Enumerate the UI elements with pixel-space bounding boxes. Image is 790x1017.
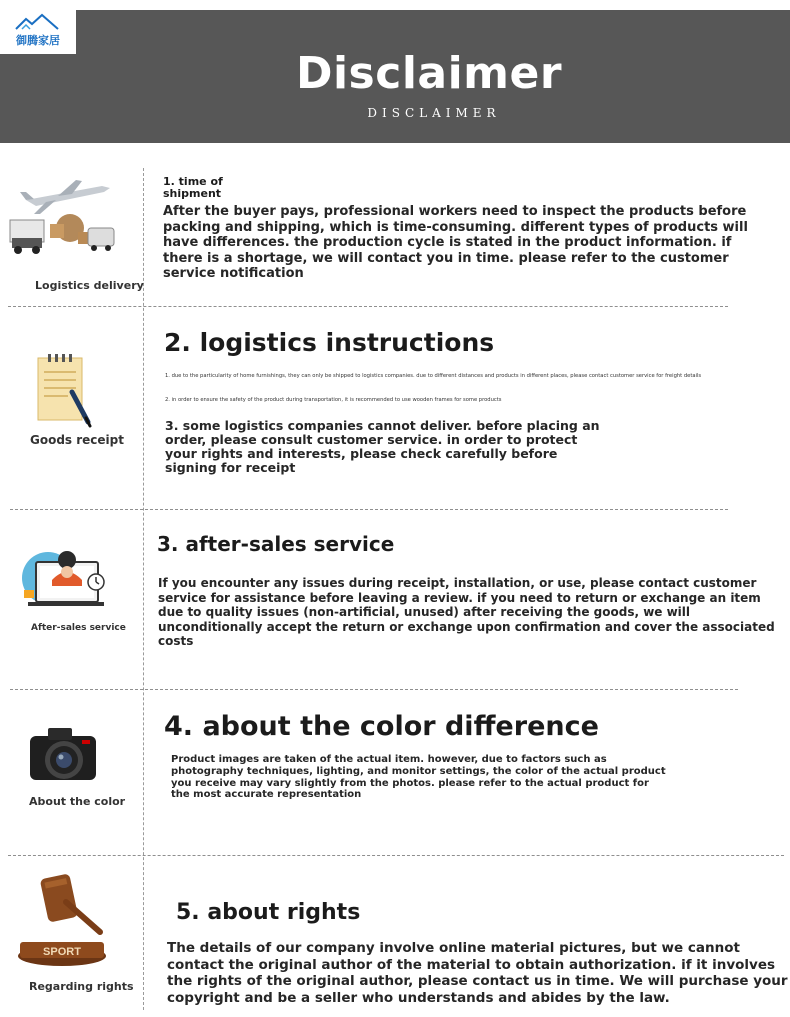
section-heading: 1. time of	[163, 175, 223, 188]
gavel-text: SPORT	[43, 946, 81, 958]
section-heading: shipment	[163, 187, 222, 200]
section-divider	[8, 855, 784, 856]
section-note: 1. due to the particularity of home furnishings, they can only be shipped to logistics companies. due to different distances and products in different places, please contact customer service for freight details	[165, 373, 702, 379]
page-subtitle: DISCLAIMER	[367, 106, 501, 120]
section-body: Product images are taken of the actual item. however, due to factors such as photography techniques, lighting, and monitor settings, the color of the actual product you receive may vary slightly from the photos. please refer to the actual product for the most accurate representation	[171, 754, 666, 801]
section-label: Logistics delivery	[35, 279, 144, 292]
page-title: Disclaimer	[295, 48, 563, 99]
section-heading: 2. logistics instructions	[164, 328, 495, 357]
column-divider	[143, 168, 144, 1010]
section-body: The details of our company involve online material pictures, but we cannot contact the original author of the material to obtain authorization. if it involves the rights of the original author, please contact us in time. We will purchase your copyright and be a seller who understands and abides by the law.	[167, 940, 788, 1006]
camera-icon	[28, 724, 98, 786]
section-heading: 5. about rights	[176, 900, 361, 925]
section-body: If you encounter any issues during receipt, installation, or use, please contact customer service for assistance before leaving a review. if you need to return or exchange an item due to quality issues (non-artificial, unused) after receiving the goods, we will unconditionally accept the return or exchange upon confirmation and cover the associated costs	[158, 576, 775, 648]
section-label: About the color	[29, 795, 126, 808]
section-label: Regarding rights	[29, 980, 134, 993]
brand-logo	[0, 10, 76, 54]
section-note: 2. in order to ensure the safety of the product during transportation, it is recommended to use wooden frames for some products	[165, 397, 502, 403]
notepad-pen-icon	[34, 352, 94, 428]
section-heading: 3. after-sales service	[157, 532, 395, 556]
truck-plane-icon	[6, 178, 118, 256]
section-divider	[10, 689, 738, 690]
section-heading: 4. about the color difference	[164, 711, 599, 742]
section-label: Goods receipt	[30, 433, 124, 447]
gavel-icon	[14, 872, 126, 968]
section-body: After the buyer pays, professional workers need to inspect the products before packing and shipping, which is time-consuming. different types of products will have differences. the production cycle is stated in the product information. if there is a shortage, we will contact you in time. please refer to the customer service notification	[163, 204, 748, 281]
section-label: After-sales service	[31, 623, 126, 633]
logo-text: 御腾家居	[16, 34, 60, 47]
section-divider	[10, 509, 728, 510]
section-body: 3. some logistics companies cannot deliver. before placing an order, please consult customer service. in order to protect your rights and interests, please check carefully before signing for receipt	[165, 418, 600, 475]
section-divider	[8, 306, 728, 307]
roof-icon	[14, 13, 60, 31]
customer-service-icon	[18, 542, 108, 616]
